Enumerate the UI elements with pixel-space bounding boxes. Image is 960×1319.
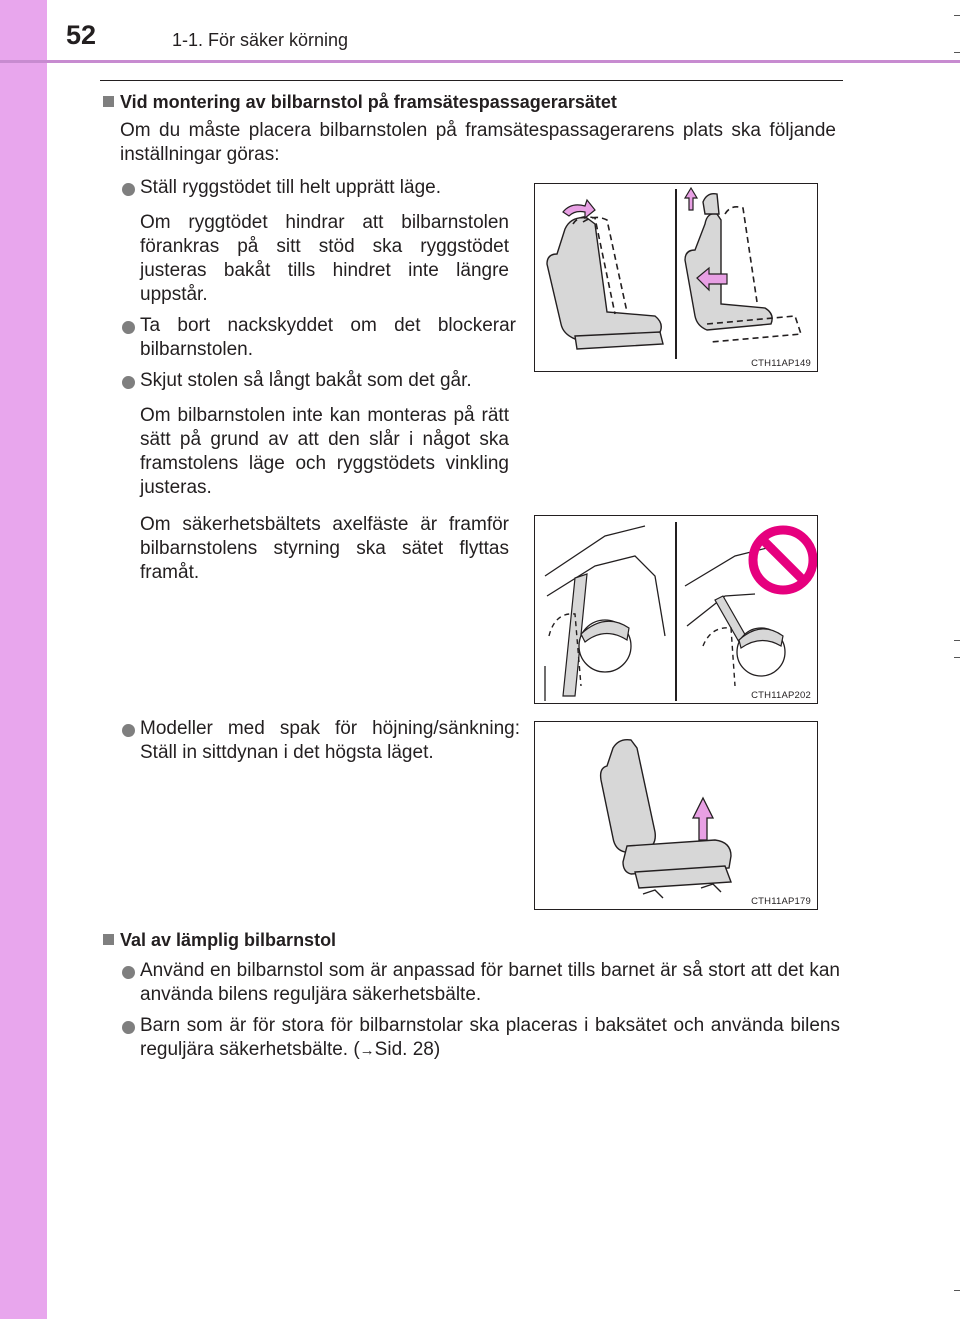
crop-mark <box>954 15 960 16</box>
figure-code: CTH11AP149 <box>751 358 811 369</box>
crop-mark <box>954 640 960 641</box>
tilt-arrow-icon <box>563 200 595 218</box>
item-title: Ställ ryggstödet till helt upprätt läge. <box>140 177 442 198</box>
section-heading: Vid montering av bilbarnstol på framsätespassagerarsätet <box>120 92 617 112</box>
item-detail: Om bilbarnstolen inte kan monteras på rätt sätt på grund av att den slår i något ska framstolens läge och ryggstödets vinkling justeras. <box>140 405 509 498</box>
seat-height-figure <box>534 721 818 910</box>
figure-code: CTH11AP179 <box>751 896 811 907</box>
crop-mark <box>954 1290 960 1291</box>
item-detail: Om säkerhetsbältets axelfäste är framför bilbarnstolens styrning ska sätet flyttas framåt. <box>140 514 509 583</box>
intro-paragraph: Om du måste placera bilbarnstolen på framsätespassagerarens plats ska följande inställningar göras: <box>120 120 836 165</box>
round-bullet <box>122 321 135 334</box>
round-bullet <box>122 1021 135 1034</box>
square-bullet <box>103 96 114 107</box>
item-detail: Om ryggtödet hindrar att bilbarnstolen förankras på sitt stöd ska ryggstödet justeras bakåt tills hindret inte längre uppstår. <box>140 212 509 305</box>
seat-backrest-figure <box>534 183 818 372</box>
seatbelt-position-figure <box>534 515 818 704</box>
header-divider <box>0 60 960 63</box>
round-bullet <box>122 724 135 737</box>
page-reference[interactable]: Sid. 28) <box>374 1039 441 1060</box>
list-item-text: Barn som är för stora för bilbarnstolar ska placeras i baksätet och använda bilens reguljära säkerhetsbälte. ( <box>140 1015 840 1060</box>
prohibited-icon <box>753 530 813 590</box>
round-bullet <box>122 966 135 979</box>
crop-mark <box>954 657 960 658</box>
square-bullet <box>103 934 114 945</box>
item-title: Ta bort nackskyddet om det blockerar bilbarnstolen. <box>140 315 516 360</box>
page-number: 52 <box>66 20 97 50</box>
up-arrow-icon <box>685 188 697 210</box>
section-title: 1-1. För säker körning <box>172 30 349 50</box>
seat-backrest-illustration <box>535 184 818 372</box>
reference-arrow-icon: → <box>359 1042 375 1059</box>
round-bullet <box>122 376 135 389</box>
section-heading: Val av lämplig bilbarnstol <box>120 930 337 950</box>
up-arrow-icon <box>693 798 713 840</box>
item-title: Skjut stolen så långt bakåt som det går. <box>140 370 472 391</box>
page-sidebar <box>0 0 47 1319</box>
list-item <box>140 1014 840 1063</box>
top-rule <box>100 80 843 81</box>
seatbelt-illustration <box>535 516 818 704</box>
round-bullet <box>122 183 135 196</box>
list-item: Använd en bilbarnstol som är anpassad för barnet tills barnet är så stort att det kan använda bilens reguljära säkerhetsbälte. <box>140 960 840 1005</box>
item-title: Modeller med spak för höjning/sänkning: Ställ in sittdynan i det högsta läget. <box>140 718 520 763</box>
seat-height-illustration <box>535 722 818 910</box>
figure-code: CTH11AP202 <box>751 690 811 701</box>
crop-mark <box>954 52 960 53</box>
